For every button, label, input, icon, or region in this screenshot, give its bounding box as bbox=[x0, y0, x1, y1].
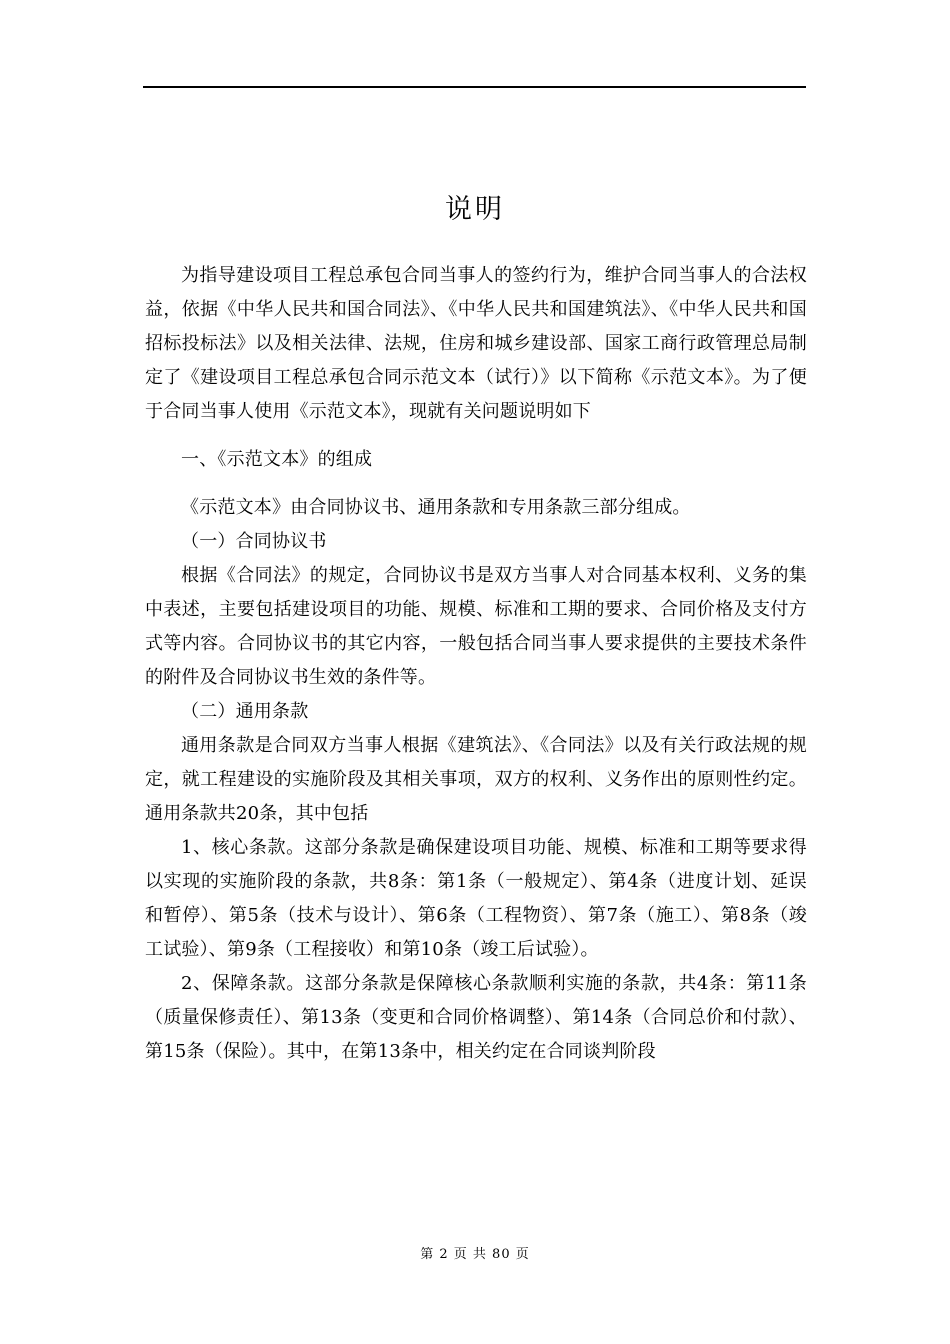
subheading-agreement: （一）合同协议书 bbox=[181, 531, 327, 552]
page-title: 说明 bbox=[445, 194, 505, 225]
paragraph-intro: 为指导建设项目工程总承包合同当事人的签约行为，维护合同当事人的合法权益，依据《中华人民共和国合同法》、《中华人民共和国建筑法》、《中华人民共和国招标投标法》以及相关法律、法规，住房和城乡建设部、国家工商行政管理总局制定了《建设项目工程总承包合同示范文本（试行）》以下简称《示范文本》。为了便于合同当事人使用《示范文本》，现就有关问题说明如下 bbox=[145, 265, 807, 422]
paragraph-agreement: 根据《合同法》的规定，合同协议书是双方当事人对合同基本权利、义务的集中表述，主要包括建设项目的功能、规模、标准和工期的要求、合同价格及支付方式等内容。合同协议书的其它内容，一般包括合同当事人要求提供的主要技术条件的附件及合同协议书生效的条件等。 bbox=[145, 565, 807, 688]
paragraph-composition: 《示范文本》由合同协议书、通用条款和专用条款三部分组成。 bbox=[181, 497, 691, 518]
section-heading-composition: 一、《示范文本》的组成 bbox=[181, 449, 373, 470]
paragraph-guarantee-terms: 2、保障条款。这部分条款是保障核心条款顺利实施的条款，共4条：第11条（质量保修责任）、第13条（变更和合同价格调整）、第14条（合同总价和付款）、第15条（保险）。其中，在第13条中，相关约定在合同谈判阶段 bbox=[145, 973, 807, 1062]
header-rule bbox=[143, 86, 806, 88]
subheading-general-terms: （二）通用条款 bbox=[181, 701, 309, 722]
document-body bbox=[145, 259, 807, 1069]
paragraph-general-terms: 通用条款是合同双方当事人根据《建筑法》、《合同法》以及有关行政法规的规定，就工程建设的实施阶段及其相关事项，双方的权利、义务作出的原则性约定。通用条款共20条，其中包括 bbox=[145, 735, 807, 824]
page-number-footer: 第 2 页 共 80 页 bbox=[420, 1247, 530, 1262]
paragraph-core-terms: 1、核心条款。这部分条款是确保建设项目功能、规模、标准和工期等要求得以实现的实施阶段的条款，共8条：第1条（一般规定）、第4条（进度计划、延误和暂停）、第5条（技术与设计）、第6条（工程物资）、第7条（施工）、第8条（竣工试验）、第9条（工程接收）和第10条（竣工后试验）。 bbox=[145, 837, 807, 960]
